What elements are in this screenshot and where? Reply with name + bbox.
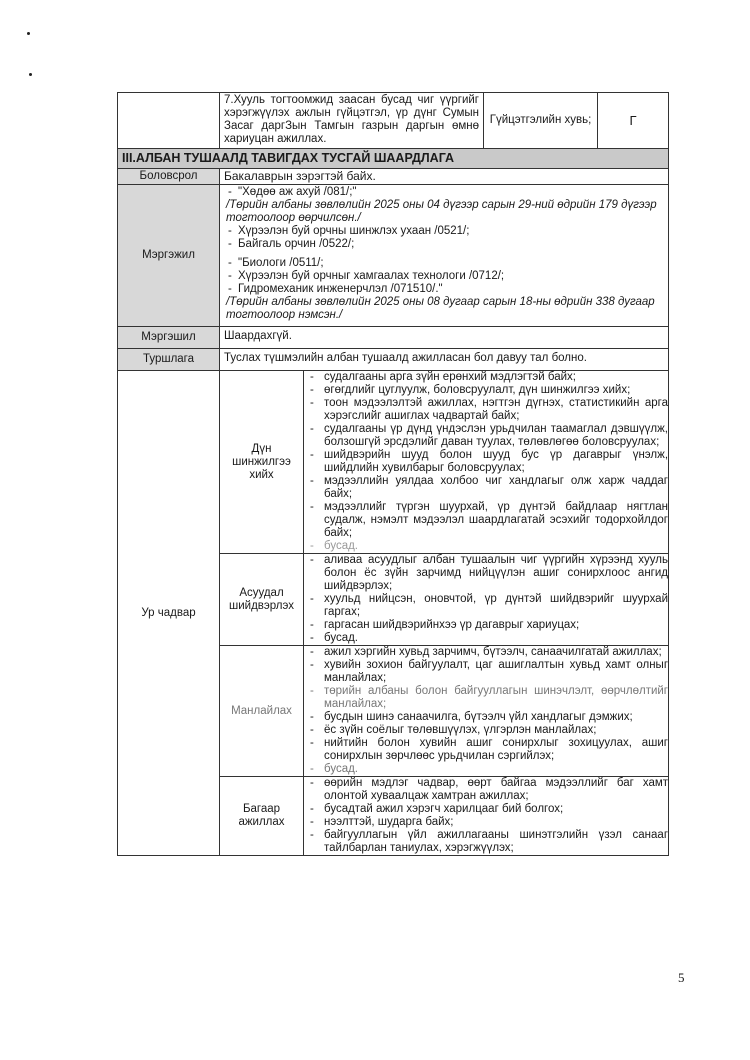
competence-item: - өгөгдлийг цуглуулж, боловсруулалт, дүн шинжилгээ хийх; bbox=[306, 384, 668, 397]
education-label: Боловсрол bbox=[118, 169, 220, 185]
competence-group-label: Дүн шинжилгээ хийх bbox=[220, 371, 304, 554]
competence-group bbox=[118, 371, 669, 554]
profession-row bbox=[118, 185, 669, 327]
profession-label: Мэргэжил bbox=[118, 185, 220, 327]
competence-group-label: Асуудал шийдвэрлэх bbox=[220, 554, 304, 646]
duty-text: 7.Хууль тогтоомжид заасан бусад чиг үүргийг хэрэгжүүлэх ажлын гүйцэтгэл, үр дүнг Сумын Засаг даргЗын Тамгын газрын даргын өмнө хариуцан ажиллах. bbox=[220, 93, 484, 149]
profession-item: - "Хөдөө аж ахуй /081/;" bbox=[226, 186, 664, 199]
competence-item: - хувийн зохион байгуулалт, цаг ашиглалтын хувьд хамт олныг манлайлах; bbox=[306, 659, 668, 685]
skill-label: Мэргэшил bbox=[118, 327, 220, 349]
profession-list-3 bbox=[226, 257, 664, 296]
competence-item: - бусад. bbox=[306, 763, 668, 776]
performance-label: Гүйцэтгэлийн хувь; bbox=[484, 93, 598, 149]
profession-item: - Байгаль орчин /0522/; bbox=[226, 238, 664, 251]
competence-item: - бусдын шинэ санаачилга, бүтээлч үйл хандлагыг дэмжих; bbox=[306, 711, 668, 724]
scan-dot bbox=[27, 32, 30, 35]
competence-items bbox=[304, 777, 669, 856]
competence-item: - хуульд нийцсэн, оновчтой, үр дүнтэй шийдвэрийг шуурхай гаргах; bbox=[306, 593, 668, 619]
competence-item: - ёс зүйн соёлыг төлөвшүүлэх, үлгэрлэн манлайлах; bbox=[306, 724, 668, 737]
competence-item: - мэдээллийг түргэн шуурхай, үр дүнтэй байдлаар нягтлан судалж, нэмэлт мэдээлэл шаардлагатай эсэхийг тодорхойлдог байх; bbox=[306, 501, 668, 540]
competence-item: - ажил хэргийн хувьд зарчимч, бүтээлч, санаачилгатай ажиллах; bbox=[306, 646, 668, 659]
competence-item: - бусад. bbox=[306, 632, 668, 645]
experience-value: Туслах түшмэлийн албан тушаалд ажилласан бол давуу тал болно. bbox=[220, 349, 669, 371]
competence-items bbox=[304, 554, 669, 646]
competence-item: - гаргасан шийдвэрийнхээ үр дагаврыг хариуцах; bbox=[306, 619, 668, 632]
competence-item: - бусадтай ажил хэрэгч харилцааг бий болгох; bbox=[306, 803, 668, 816]
profession-list-2 bbox=[226, 225, 664, 251]
profession-list-1 bbox=[226, 186, 664, 199]
skill-value: Шаардахгүй. bbox=[220, 327, 669, 349]
competence-item: - бусад. bbox=[306, 540, 668, 553]
competence-item: - өөрийн мэдлэг чадвар, өөрт байгаа мэдээллийг баг хамт олонтой хуваалцаж хамтран ажиллах; bbox=[306, 777, 668, 803]
competence-item: - аливаа асуудлыг албан тушаалын чиг үүргийн хүрээнд хууль болон ёс зүйн зарчимд нийцүүлэн ашиг сонирхлоос ангид шийдвэрлэх; bbox=[306, 554, 668, 593]
competence-item: - нээлттэй, шударга байх; bbox=[306, 816, 668, 829]
profession-note: /Төрийн албаны зөвлөлийн 2025 оны 08 дугаар сарын 18-ны өдрийн 338 дугаар тогтоолоор нэмсэн./ bbox=[226, 296, 655, 321]
competence-item: - нийтийн болон хувийн ашиг сонирхлыг зохицуулах, ашиг сонирхлын зөрчлөөс урьдчилан сэргийлэх; bbox=[306, 737, 668, 763]
grade-value: Г bbox=[598, 93, 669, 149]
job-requirements-table bbox=[117, 92, 669, 856]
competence-item: - байгууллагын үйл ажиллагааны шинэтгэлийн үзэл санааг тайлбарлан таниулах, хэрэгжүүлэх; bbox=[306, 829, 668, 855]
competence-item: - судалгааны үр дүнд үндэслэн урьдчилан таамаглал дэвшүүлж, болзошгүй эрсдэлийг даван туулах, төлөвлөгөө боловсруулах; bbox=[306, 423, 668, 449]
profession-item: - Хүрээлэн буй орчныг хамгаалах технологи /0712/; bbox=[226, 270, 664, 283]
competence-label: Ур чадвар bbox=[118, 371, 220, 856]
competence-item: - мэдээллийн уялдаа холбоо чиг хандлагыг олж харж чаддаг байх; bbox=[306, 475, 668, 501]
duty-row-7 bbox=[118, 93, 669, 149]
profession-item: - "Биологи /0511/; bbox=[226, 257, 664, 270]
empty-cell bbox=[118, 93, 220, 149]
profession-item: - Хүрээлэн буй орчны шинжлэх ухаан /0521/; bbox=[226, 225, 664, 238]
profession-note: /Төрийн албаны зөвлөлийн 2025 оны 04 дүгээр сарын 29-ний өдрийн 179 дүгээр тогтоолоор өөрчилсөн./ bbox=[226, 199, 657, 224]
competence-group-label: Манлайлах bbox=[220, 646, 304, 777]
competence-items bbox=[304, 646, 669, 777]
profession-item: - Гидромеханик инженерчлэл /071510/." bbox=[226, 283, 664, 296]
experience-row bbox=[118, 349, 669, 371]
section-title: III.АЛБАН ТУШААЛД ТАВИГДАХ ТУСГАЙ ШААРДЛАГА bbox=[118, 149, 669, 169]
experience-label: Туршлага bbox=[118, 349, 220, 371]
competence-group-label: Багаар ажиллах bbox=[220, 777, 304, 856]
scan-dot bbox=[29, 73, 32, 76]
competence-item: - судалгааны арга зүйн ерөнхий мэдлэгтэй байх; bbox=[306, 371, 668, 384]
competence-item: - тоон мэдээлэлтэй ажиллах, нэгтгэн дүгнэх, статистикийн арга хэрэгслийг ашиглах чадвартай байх; bbox=[306, 397, 668, 423]
competence-items bbox=[304, 371, 669, 554]
education-row bbox=[118, 169, 669, 185]
skill-row bbox=[118, 327, 669, 349]
competence-item: - шийдвэрийн шууд болон шууд бус үр дагаврыг үнэлж, шийдлийн хувилбарыг боловсруулах; bbox=[306, 449, 668, 475]
education-value: Бакалаврын зэрэгтэй байх. bbox=[220, 169, 669, 185]
competence-item: - төрийн албаны болон байгууллагын шинэчлэлт, өөрчлөлтийг манлайлах; bbox=[306, 685, 668, 711]
profession-value bbox=[220, 185, 669, 327]
page-number: 5 bbox=[678, 970, 685, 985]
